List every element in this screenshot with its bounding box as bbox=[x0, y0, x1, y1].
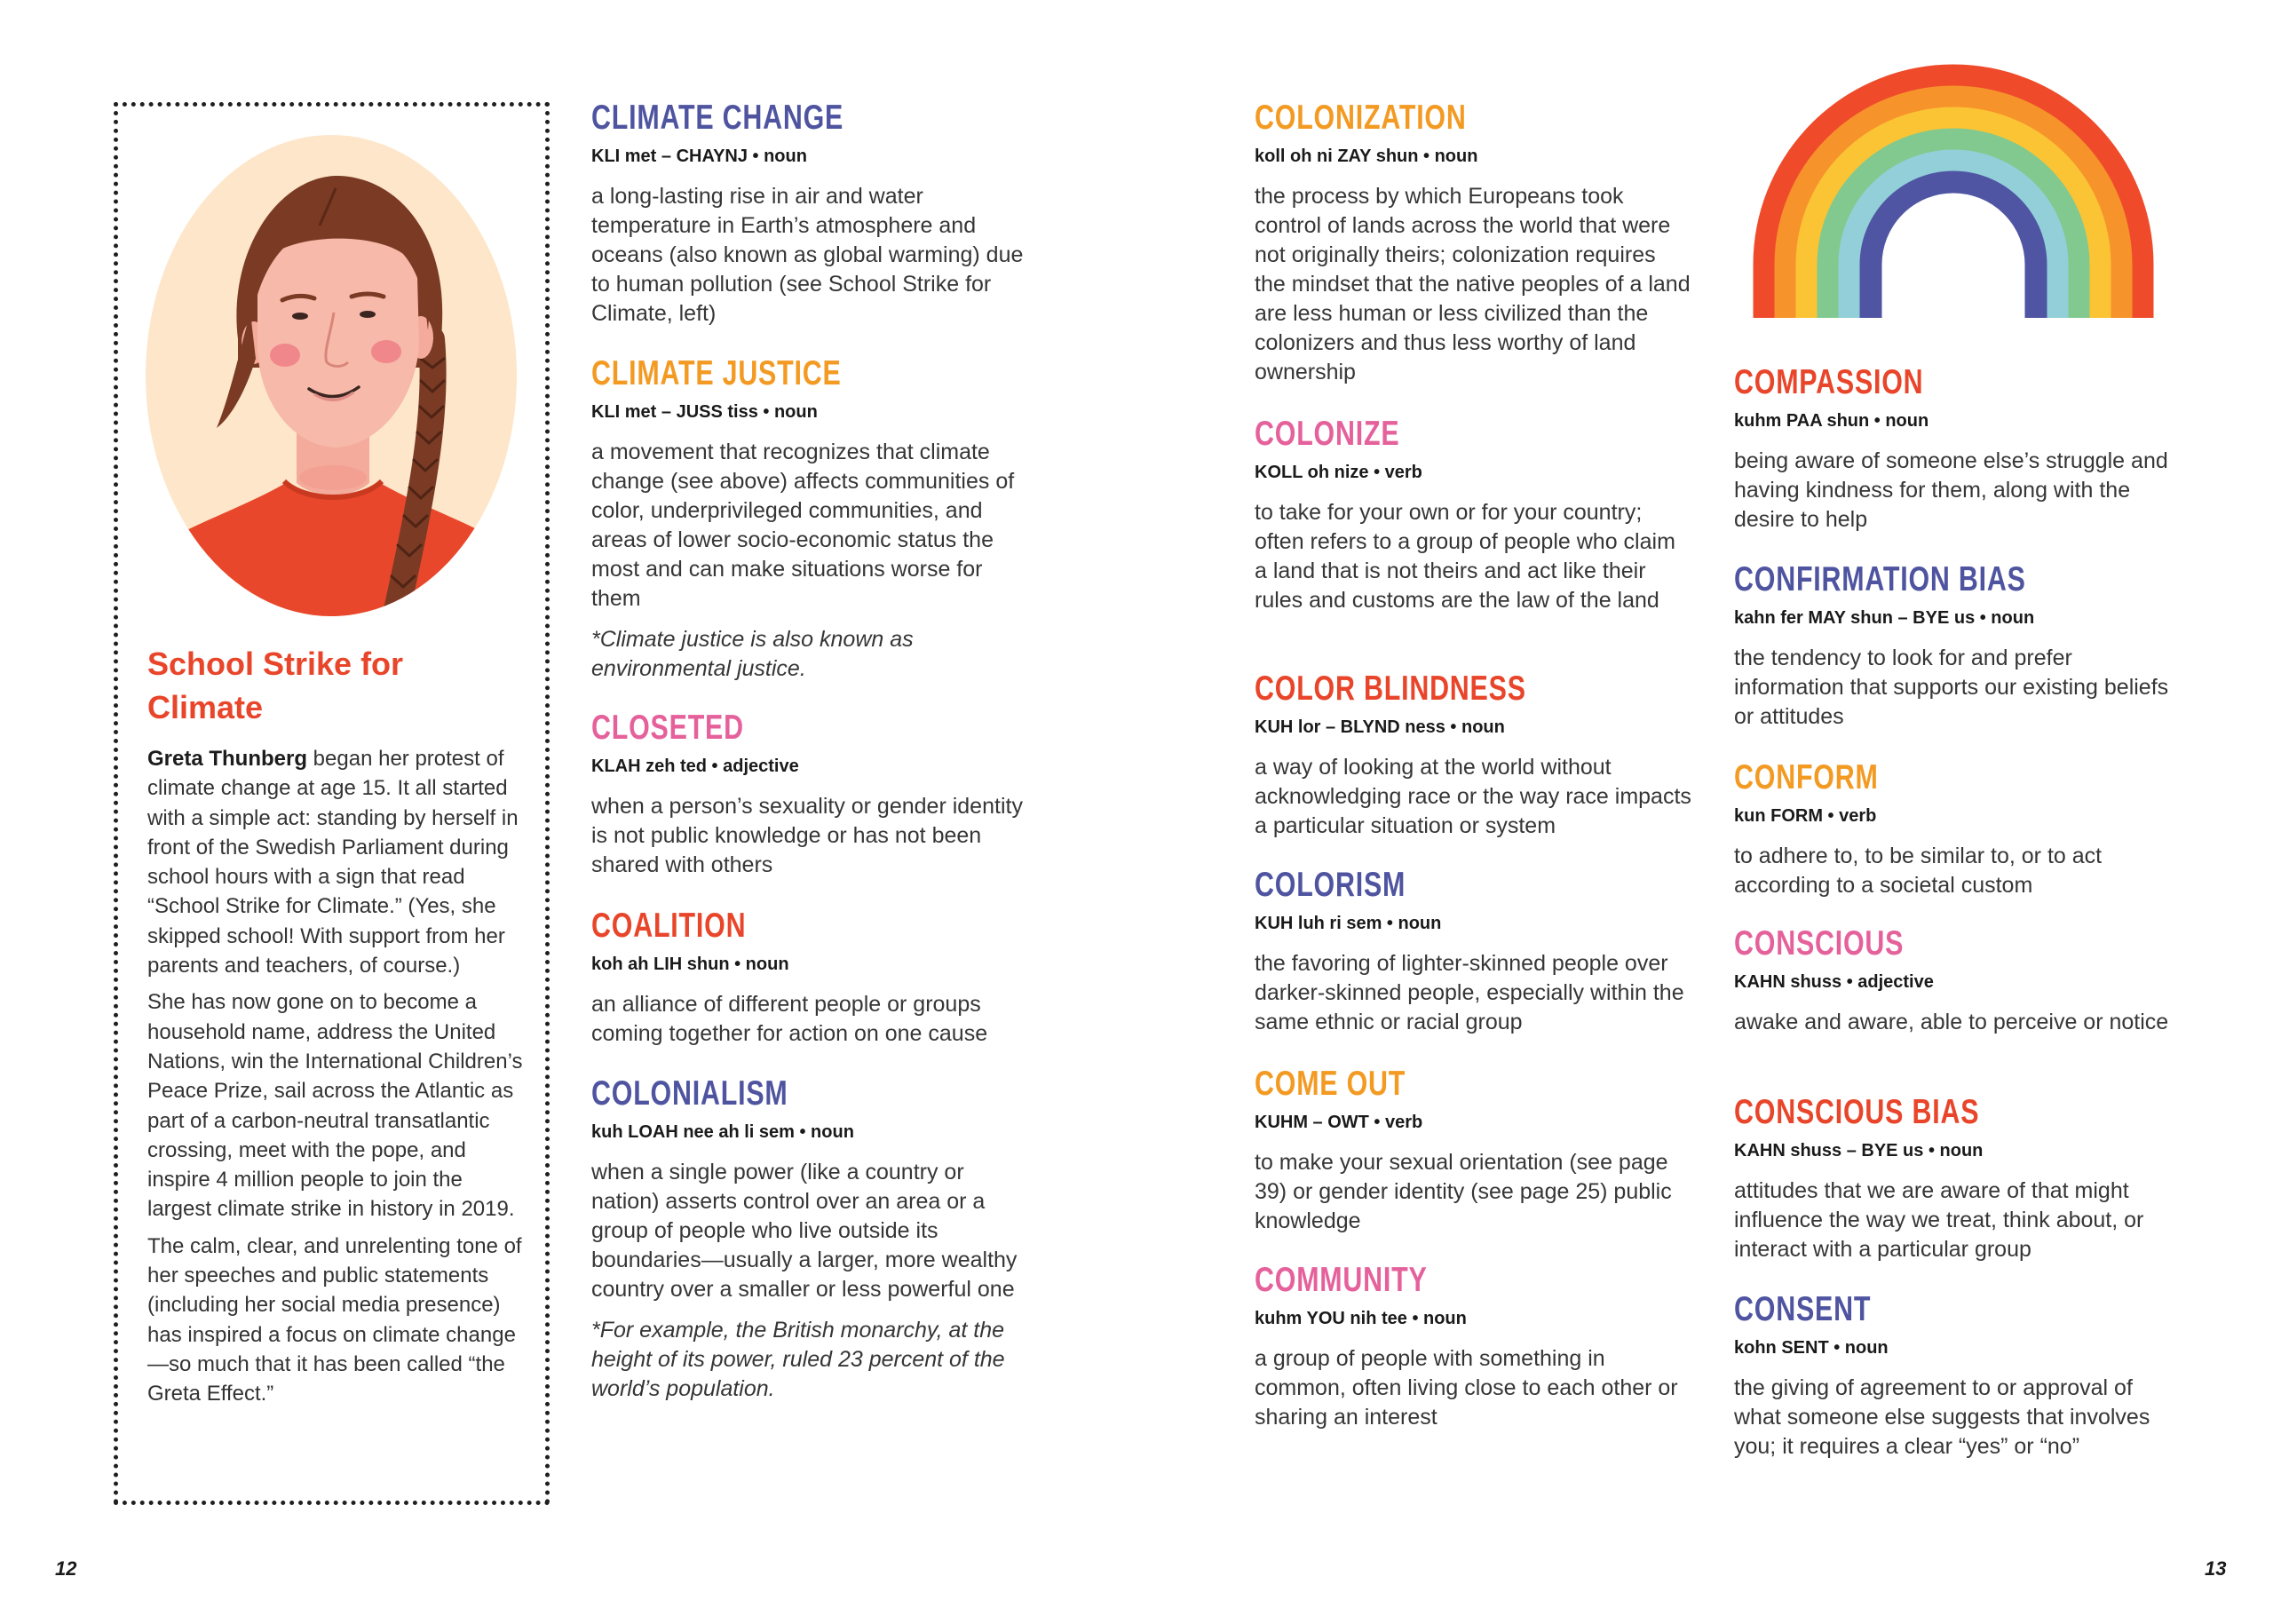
term-heading: CONSENT bbox=[1734, 1290, 1872, 1328]
pronunciation: KUH luh ri sem • noun bbox=[1255, 914, 1442, 933]
glossary-entry-community bbox=[1255, 1262, 1691, 1432]
term-heading: CLOSETED bbox=[591, 709, 744, 747]
glossary-entry-climate-change bbox=[591, 99, 1028, 329]
definition: when a single power (like a country or nation) asserts control over an area or a group of people who live outside its boundaries—usually a larger, more wealthy country over a smaller or less powerful one bbox=[591, 1160, 1018, 1302]
sidebar-paragraph bbox=[147, 744, 525, 980]
sidebar-paragraph-text: began her protest of climate change at age 15. It all started with a simple act: standing by herself in front of the Swedish Parliament during school hours with a sign that read “School Strike for Climate.” (Yes, she skipped school! With support from her parents and teachers, of course.) bbox=[147, 747, 519, 978]
rainbow-illustration bbox=[1753, 62, 2154, 321]
pronunciation: kuhm YOU nih tee • noun bbox=[1255, 1309, 1467, 1328]
pronunciation: KAHN shuss – BYE us • noun bbox=[1734, 1141, 1984, 1161]
definition: to adhere to, to be similar to, or to act according to a societal custom bbox=[1734, 844, 2103, 898]
pronunciation: KOLL oh nize • verb bbox=[1255, 463, 1422, 482]
pronunciation: koh ah LIH shun • noun bbox=[591, 955, 789, 974]
term-heading: COME OUT bbox=[1255, 1065, 1406, 1103]
definition: a way of looking at the world without acknowledging race or the way race impacts a particular situation or system bbox=[1255, 755, 1691, 838]
term-heading: COMMUNITY bbox=[1255, 1261, 1428, 1299]
definition: to take for your own or for your country; often refers to a group of people who claim a land that is not theirs and act like their rules and customs are the law of the land bbox=[1255, 500, 1675, 613]
definition: the process by which Europeans took control of lands across the world that were not originally theirs; colonization requires the mindset that the native peoples of a land are less human or less civilized than the colonizers and thus less worthy of land ownership bbox=[1255, 184, 1691, 384]
definition: an alliance of different people or groups coming together for action on one cause bbox=[591, 992, 988, 1046]
greta-thunberg-portrait bbox=[146, 135, 517, 616]
glossary-entry-color-blindness bbox=[1255, 670, 1691, 841]
pronunciation: kahn fer MAY shun – BYE us • noun bbox=[1734, 608, 2035, 628]
pronunciation: KUH lor – BLYND ness • noun bbox=[1255, 717, 1505, 737]
term-heading: COLONIALISM bbox=[591, 1074, 788, 1113]
term-heading: COMPASSION bbox=[1734, 363, 1924, 401]
pronunciation: koll oh ni ZAY shun • noun bbox=[1255, 147, 1478, 166]
glossary-entry-conform bbox=[1734, 759, 2171, 900]
footnote: *Climate justice is also known as environmental justice. bbox=[591, 627, 914, 681]
term-heading: COLONIZATION bbox=[1255, 99, 1467, 137]
pronunciation: KLAH zeh ted • adjective bbox=[591, 757, 799, 776]
right-cheek bbox=[371, 340, 401, 363]
rainbow-band-indigo bbox=[1871, 182, 2036, 318]
term-heading: CLIMATE CHANGE bbox=[591, 99, 844, 137]
glossary-entry-come-out bbox=[1255, 1066, 1691, 1236]
definition: awake and aware, able to perceive or notice bbox=[1734, 1010, 2169, 1034]
glossary-entry-climate-justice bbox=[591, 355, 1028, 684]
neck-flush bbox=[299, 465, 367, 490]
sidebar-title: School Strike for Climate bbox=[147, 646, 404, 725]
glossary-entry-colorism bbox=[1255, 867, 1691, 1037]
glossary-entry-colonization bbox=[1255, 99, 1691, 387]
term-heading: CONFORM bbox=[1734, 758, 1879, 796]
definition: to make your sexual orientation (see page 39) or gender identity (see page 25) public knowledge bbox=[1255, 1150, 1672, 1233]
definition: the tendency to look for and prefer information that supports our existing beliefs or attitudes bbox=[1734, 646, 2169, 729]
glossary-entry-conscious-bias bbox=[1734, 1094, 2171, 1264]
left-cheek bbox=[270, 344, 300, 367]
sidebar-paragraph: The calm, clear, and unrelenting tone of her speeches and public statements (including her social media presence) has inspired a focus on climate change—so much that it has been called “the Greta Effect.” bbox=[147, 1233, 522, 1406]
glossary-entry-colonize bbox=[1255, 416, 1691, 615]
sidebar-paragraph: She has now gone on to become a household name, address the United Nations, win the International Children’s Peace Prize, sail across the Atlantic as part of a carbon-neutral transatlantic crossing, meet with the pope, and inspire 4 million people to join the largest climate strike in history in 2019. bbox=[147, 990, 523, 1222]
pronunciation: KLI met – JUSS tiss • noun bbox=[591, 402, 818, 422]
page-number-right: 13 bbox=[2205, 1557, 2227, 1580]
term-heading: CONSCIOUS BIAS bbox=[1734, 1093, 1980, 1131]
term-heading: COALITION bbox=[591, 907, 747, 945]
glossary-entry-conscious bbox=[1734, 925, 2171, 1037]
term-heading: CLIMATE JUSTICE bbox=[591, 354, 842, 392]
term-heading: CONFIRMATION BIAS bbox=[1734, 560, 2026, 598]
left-eye bbox=[292, 313, 308, 320]
term-heading: CONSCIOUS bbox=[1734, 924, 1905, 963]
definition: a movement that recognizes that climate change (see above) affects communities of color, underprivileged communities, and areas of lower socio-economic status the most and can make situations worse for them bbox=[591, 440, 1015, 611]
glossary-entry-colonialism bbox=[591, 1075, 1028, 1404]
sidebar-body bbox=[147, 744, 525, 1416]
definition: being aware of someone else’s struggle and having kindness for them, along with the desire to help bbox=[1734, 448, 2168, 532]
definition: a long-lasting rise in air and water temperature in Earth’s atmosphere and oceans (also known as global warming) due to human pollution (see School Strike for Climate, left) bbox=[591, 184, 1024, 326]
pronunciation: kohn SENT • noun bbox=[1734, 1338, 1889, 1358]
glossary-entry-compassion bbox=[1734, 364, 2171, 535]
pronunciation: KAHN shuss • adjective bbox=[1734, 972, 1934, 992]
pronunciation: KUHM – OWT • verb bbox=[1255, 1113, 1423, 1132]
definition: the giving of agreement to or approval of what someone else suggests that involves you; it requires a clear “yes” or “no” bbox=[1734, 1375, 2150, 1459]
right-eye bbox=[360, 311, 376, 318]
pronunciation: kun FORM • verb bbox=[1734, 806, 1877, 826]
pronunciation: kuhm PAA shun • noun bbox=[1734, 411, 1929, 431]
pronunciation: kuh LOAH nee ah li sem • noun bbox=[591, 1122, 854, 1142]
definition: the favoring of lighter-skinned people over darker-skinned people, especially within the same ethnic or racial group bbox=[1255, 951, 1684, 1034]
definition: when a person’s sexuality or gender identity is not public knowledge or has not been shared with others bbox=[591, 794, 1023, 877]
glossary-entry-closeted bbox=[591, 709, 1028, 880]
definition: attitudes that we are aware of that might influence the way we treat, think about, or interact with a particular group bbox=[1734, 1178, 2144, 1262]
page-number-left: 12 bbox=[55, 1557, 77, 1580]
term-heading: COLONIZE bbox=[1255, 415, 1400, 453]
pronunciation: KLI met – CHAYNJ • noun bbox=[591, 147, 807, 166]
definition: a group of people with something in common, often living close to each other or sharing an interest bbox=[1255, 1346, 1678, 1430]
sidebar-lead-name: Greta Thunberg bbox=[147, 747, 308, 771]
glossary-entry-confirmation-bias bbox=[1734, 561, 2171, 732]
glossary-entry-consent bbox=[1734, 1291, 2171, 1462]
term-heading: COLOR BLINDNESS bbox=[1255, 669, 1526, 708]
footnote: *For example, the British monarchy, at the height of its power, ruled 23 percent of the world’s population. bbox=[591, 1318, 1005, 1401]
glossary-entry-coalition bbox=[591, 907, 1028, 1049]
term-heading: COLORISM bbox=[1255, 866, 1406, 904]
